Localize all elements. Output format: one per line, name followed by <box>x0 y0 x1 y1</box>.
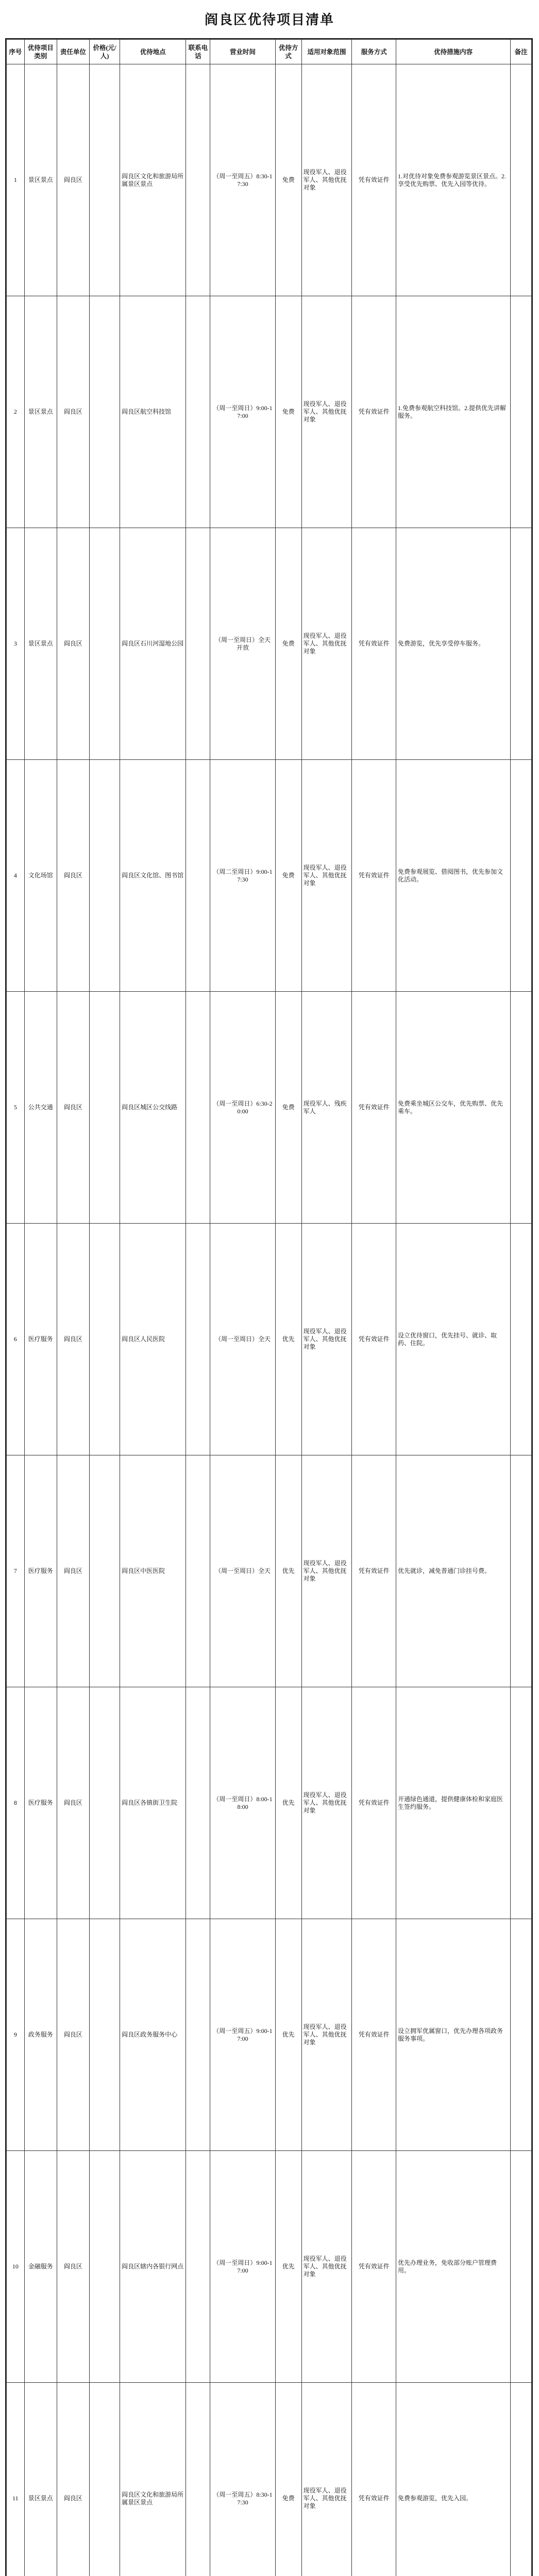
cell-remark <box>511 528 532 760</box>
cell-hours: （周一至周日）6:30-20:00 <box>210 992 275 1224</box>
cell-content: 免费参观游览，优先入园。 <box>396 2383 511 2576</box>
cell-unit: 阎良区 <box>57 296 89 528</box>
cell-unit: 阎良区 <box>57 528 89 760</box>
cell-remark <box>511 64 532 296</box>
cell-content: 设立拥军优属窗口，优先办理各项政务服务事项。 <box>396 1919 511 2151</box>
cell-unit: 阎良区 <box>57 64 89 296</box>
col-header-unit: 责任单位 <box>57 40 89 64</box>
cell-place: 阎良区城区公交线路 <box>120 992 186 1224</box>
cell-scope: 现役军人、退役军人、其他优抚对象 <box>301 1919 352 2151</box>
cell-scope: 现役军人、退役军人、其他优抚对象 <box>301 296 352 528</box>
cell-content: 1.免费参观航空科技馆。2.提供优先讲解服务。 <box>396 296 511 528</box>
cell-method: 免费 <box>275 296 301 528</box>
cell-place: 阎良区辖内各银行网点 <box>120 2151 186 2383</box>
col-header-hours: 营业时间 <box>210 40 275 64</box>
cell-content: 设立优待窗口，优先挂号、就诊、取药、住院。 <box>396 1224 511 1455</box>
cell-hours: （周一至周日）全天开放 <box>210 528 275 760</box>
cell-content: 免费乘坐城区公交车，优先购票、优先乘车。 <box>396 992 511 1224</box>
cell-service: 凭有效证件 <box>352 1224 396 1455</box>
cell-remark <box>511 1687 532 1919</box>
cell-service: 凭有效证件 <box>352 2151 396 2383</box>
cell-category: 金融服务 <box>24 2151 57 2383</box>
cell-price <box>89 296 120 528</box>
cell-content: 优先就诊，减免普通门诊挂号费。 <box>396 1455 511 1687</box>
cell-unit: 阎良区 <box>57 2383 89 2576</box>
cell-remark <box>511 1455 532 1687</box>
cell-hours: （周一至周日）8:00-18:00 <box>210 1687 275 1919</box>
cell-no: 1 <box>7 64 25 296</box>
page-title: 阎良区优待项目清单 <box>204 12 334 27</box>
cell-service: 凭有效证件 <box>352 296 396 528</box>
cell-price <box>89 2383 120 2576</box>
cell-place: 阎良区文化和旅游局所属景区景点 <box>120 64 186 296</box>
cell-phone <box>186 1455 210 1687</box>
cell-scope: 现役军人、退役军人、其他优抚对象 <box>301 2151 352 2383</box>
cell-hours: （周一至周五）8:30-17:30 <box>210 2383 275 2576</box>
cell-phone <box>186 1224 210 1455</box>
table-row <box>7 64 532 296</box>
table-row <box>7 2383 532 2576</box>
cell-price <box>89 1224 120 1455</box>
cell-remark <box>511 760 532 992</box>
cell-hours: （周二至周日）9:00-17:30 <box>210 760 275 992</box>
col-header-place: 优待地点 <box>120 40 186 64</box>
cell-scope: 现役军人、退役军人、其他优抚对象 <box>301 1687 352 1919</box>
cell-no: 4 <box>7 760 25 992</box>
cell-unit: 阎良区 <box>57 760 89 992</box>
cell-category: 医疗服务 <box>24 1687 57 1919</box>
table-row <box>7 1687 532 1919</box>
cell-category: 景区景点 <box>24 64 57 296</box>
cell-method: 优先 <box>275 1455 301 1687</box>
cell-method: 优先 <box>275 1224 301 1455</box>
table-header <box>7 40 532 64</box>
cell-no: 11 <box>7 2383 25 2576</box>
cell-scope: 现役军人、退役军人、其他优抚对象 <box>301 1224 352 1455</box>
cell-method: 免费 <box>275 992 301 1224</box>
cell-service: 凭有效证件 <box>352 1687 396 1919</box>
cell-place: 阎良区中医医院 <box>120 1455 186 1687</box>
cell-unit: 阎良区 <box>57 1687 89 1919</box>
cell-hours: （周一至周五）9:00-17:00 <box>210 1919 275 2151</box>
cell-price <box>89 528 120 760</box>
cell-service: 凭有效证件 <box>352 2383 396 2576</box>
cell-price <box>89 760 120 992</box>
cell-scope: 现役军人、退役军人、其他优抚对象 <box>301 2383 352 2576</box>
cell-hours: （周一至周日）全天 <box>210 1224 275 1455</box>
cell-price <box>89 992 120 1224</box>
cell-no: 9 <box>7 1919 25 2151</box>
cell-no: 10 <box>7 2151 25 2383</box>
table-body <box>7 64 532 2576</box>
cell-remark <box>511 2151 532 2383</box>
data-table <box>6 39 532 2576</box>
cell-no: 2 <box>7 296 25 528</box>
cell-method: 免费 <box>275 2383 301 2576</box>
cell-no: 8 <box>7 1687 25 1919</box>
cell-category: 景区景点 <box>24 528 57 760</box>
cell-category: 文化场馆 <box>24 760 57 992</box>
col-header-no: 序号 <box>7 40 25 64</box>
cell-remark <box>511 992 532 1224</box>
cell-unit: 阎良区 <box>57 2151 89 2383</box>
table-row <box>7 2151 532 2383</box>
cell-service: 凭有效证件 <box>352 992 396 1224</box>
cell-content: 1.对优待对象免费参观游览景区景点。2.享受优先购票、优先入园等优待。 <box>396 64 511 296</box>
table-row <box>7 1455 532 1687</box>
cell-place: 阎良区政务服务中心 <box>120 1919 186 2151</box>
col-header-price: 价格(元/人) <box>89 40 120 64</box>
cell-unit: 阎良区 <box>57 992 89 1224</box>
cell-place: 阎良区文化和旅游局所属景区景点 <box>120 2383 186 2576</box>
cell-price <box>89 2151 120 2383</box>
cell-scope: 现役军人、退役军人、其他优抚对象 <box>301 528 352 760</box>
cell-content: 免费游览，优先享受停车服务。 <box>396 528 511 760</box>
cell-place: 阎良区航空科技馆 <box>120 296 186 528</box>
col-header-phone: 联系电话 <box>186 40 210 64</box>
cell-hours: （周一至周日）全天 <box>210 1455 275 1687</box>
cell-method: 优先 <box>275 1687 301 1919</box>
cell-phone <box>186 992 210 1224</box>
cell-place: 阎良区各镇街卫生院 <box>120 1687 186 1919</box>
cell-service: 凭有效证件 <box>352 760 396 992</box>
col-header-scope: 适用对象范围 <box>301 40 352 64</box>
cell-scope: 现役军人、残疾军人 <box>301 992 352 1224</box>
cell-remark <box>511 296 532 528</box>
col-header-service: 服务方式 <box>352 40 396 64</box>
cell-category: 政务服务 <box>24 1919 57 2151</box>
cell-method: 免费 <box>275 528 301 760</box>
cell-method: 免费 <box>275 64 301 296</box>
cell-place: 阎良区石川河湿地公园 <box>120 528 186 760</box>
cell-service: 凭有效证件 <box>352 64 396 296</box>
cell-method: 优先 <box>275 1919 301 2151</box>
cell-place: 阎良区文化馆、图书馆 <box>120 760 186 992</box>
cell-price <box>89 1455 120 1687</box>
cell-unit: 阎良区 <box>57 1224 89 1455</box>
cell-phone <box>186 528 210 760</box>
table-row <box>7 992 532 1224</box>
cell-unit: 阎良区 <box>57 1919 89 2151</box>
cell-price <box>89 64 120 296</box>
cell-method: 免费 <box>275 760 301 992</box>
cell-phone <box>186 64 210 296</box>
cell-remark <box>511 1224 532 1455</box>
cell-no: 5 <box>7 992 25 1224</box>
cell-no: 7 <box>7 1455 25 1687</box>
cell-price <box>89 1687 120 1919</box>
table-row <box>7 528 532 760</box>
col-header-remark: 备注 <box>511 40 532 64</box>
cell-scope: 现役军人、退役军人、其他优抚对象 <box>301 1455 352 1687</box>
cell-service: 凭有效证件 <box>352 528 396 760</box>
cell-price <box>89 1919 120 2151</box>
cell-phone <box>186 296 210 528</box>
cell-service: 凭有效证件 <box>352 1919 396 2151</box>
project-table <box>5 38 533 2576</box>
cell-content: 开通绿色通道，提供健康体检和家庭医生签约服务。 <box>396 1687 511 1919</box>
col-header-content: 优待措施内容 <box>396 40 511 64</box>
cell-category: 医疗服务 <box>24 1455 57 1687</box>
cell-scope: 现役军人、退役军人、其他优抚对象 <box>301 64 352 296</box>
cell-phone <box>186 2383 210 2576</box>
table-row <box>7 760 532 992</box>
cell-phone <box>186 2151 210 2383</box>
cell-service: 凭有效证件 <box>352 1455 396 1687</box>
cell-hours: （周一至周五）8:30-17:30 <box>210 64 275 296</box>
table-row <box>7 296 532 528</box>
cell-hours: （周一至周日）9:00-17:00 <box>210 296 275 528</box>
cell-category: 医疗服务 <box>24 1224 57 1455</box>
cell-category: 景区景点 <box>24 296 57 528</box>
cell-no: 3 <box>7 528 25 760</box>
cell-content: 优先办理业务，免收部分账户管理费用。 <box>396 2151 511 2383</box>
col-header-category: 优待项目类别 <box>24 40 57 64</box>
cell-remark <box>511 1919 532 2151</box>
cell-content: 免费参观展览、借阅图书，优先参加文化活动。 <box>396 760 511 992</box>
cell-phone <box>186 1919 210 2151</box>
col-header-method: 优待方式 <box>275 40 301 64</box>
cell-phone <box>186 760 210 992</box>
table-row <box>7 1224 532 1455</box>
cell-unit: 阎良区 <box>57 1455 89 1687</box>
cell-phone <box>186 1687 210 1919</box>
cell-scope: 现役军人、退役军人、其他优抚对象 <box>301 760 352 992</box>
cell-method: 优先 <box>275 2151 301 2383</box>
cell-remark <box>511 2383 532 2576</box>
cell-hours: （周一至周日）9:00-17:00 <box>210 2151 275 2383</box>
table-row <box>7 1919 532 2151</box>
cell-category: 公共交通 <box>24 992 57 1224</box>
cell-no: 6 <box>7 1224 25 1455</box>
cell-place: 阎良区人民医院 <box>120 1224 186 1455</box>
cell-category: 景区景点 <box>24 2383 57 2576</box>
